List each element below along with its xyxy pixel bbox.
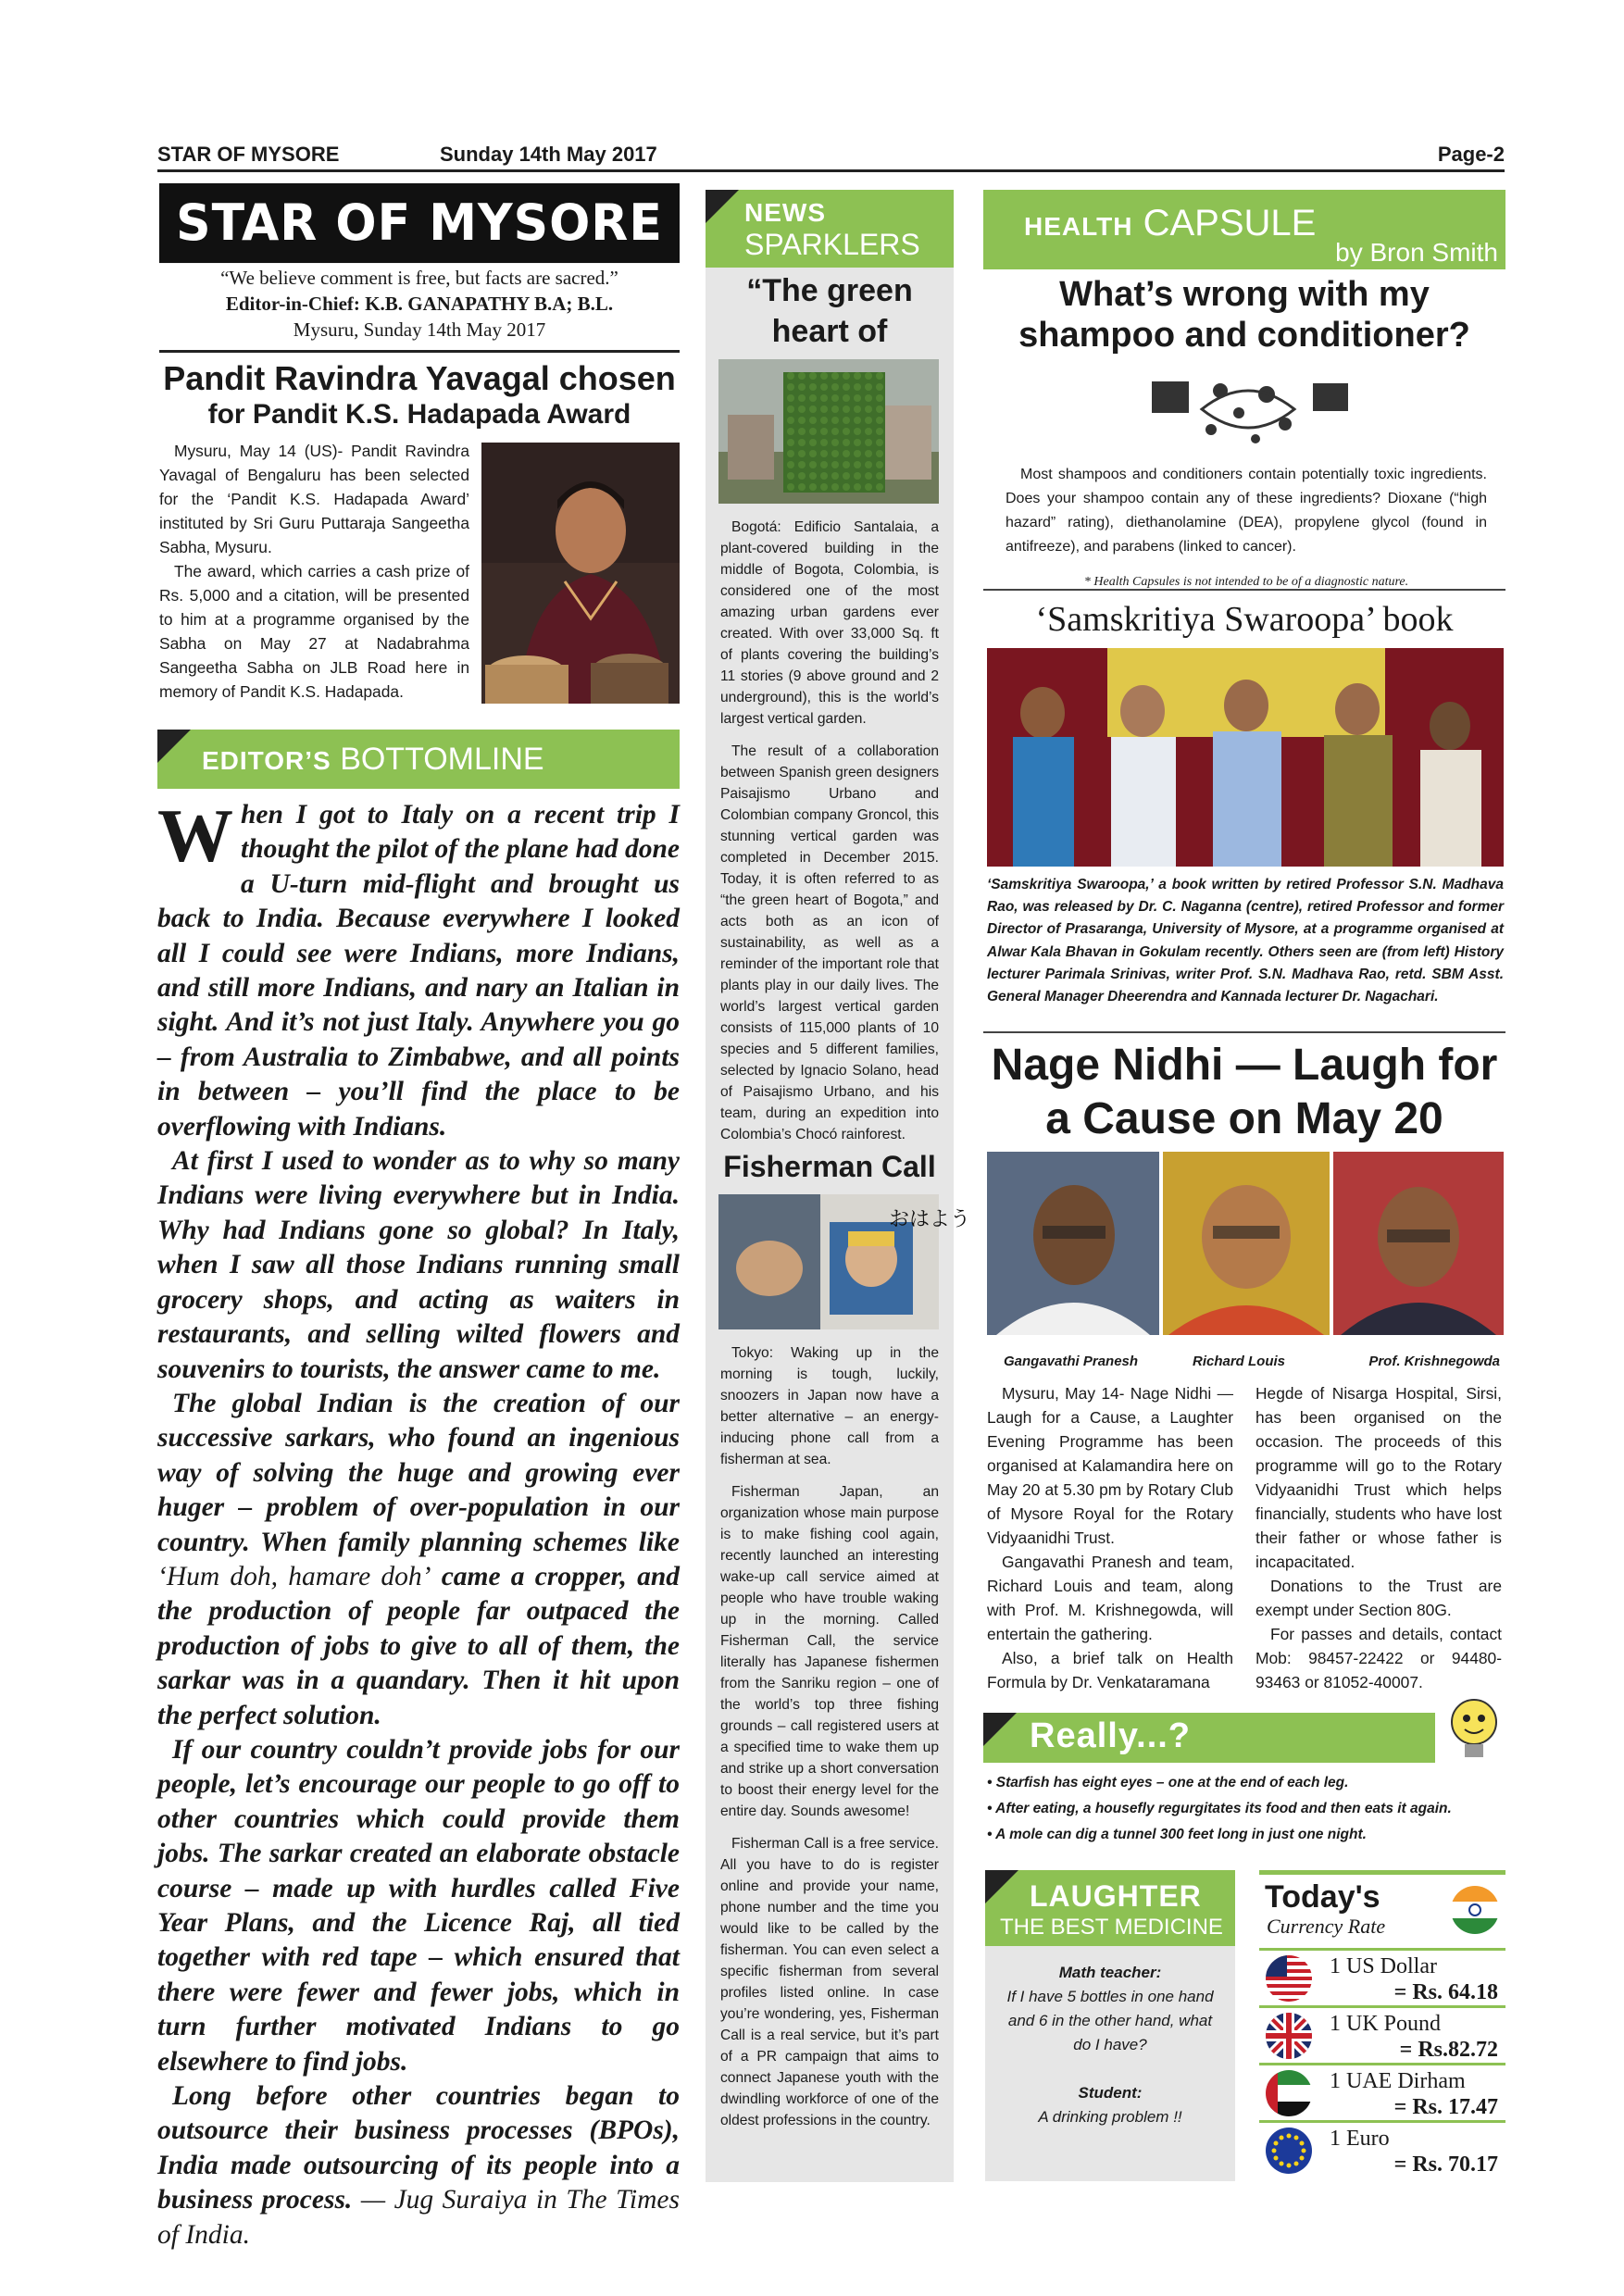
health-body <box>1006 463 1487 594</box>
award-article-headline <box>159 359 680 431</box>
page-header <box>157 139 1505 172</box>
photo-name: Gangavathi Pranesh <box>1004 1354 1139 1369</box>
bottomline-para: The global Indian is the creation of our successive sarkars, who found an ingenious way of solving the huge and growing ever huger – problem of over-population in our country. When family planning schemes like <box>157 1388 680 1557</box>
currency-name: 1 UK Pound <box>1330 2012 1442 2036</box>
currency-name: 1 Euro <box>1330 2127 1390 2151</box>
nage-nidhi-col-1 <box>987 1381 1233 1694</box>
nage-para: Also, a brief talk on Health Formula by Dr. Venkataramana <box>987 1649 1233 1691</box>
fact-text: Starfish has eight eyes – one at the end of each leg. <box>995 1775 1349 1791</box>
bottomline-para: At first I used to wonder as to why so many Indians were living everywhere but in India. Why had Indians gone so global? In Italy, when I saw all those Indians running small grocery shops, and acting as waiters in restaurants, and selling wilted flowers and souvenirs to tourists, the answer came to me. <box>157 1146 680 1384</box>
bottomline-label-bold: EDITOR’S <box>202 746 331 775</box>
krishnegowda-photo <box>1333 1152 1504 1335</box>
joke-speaker: Math teacher: <box>1058 1964 1162 1981</box>
pranesh-photo <box>987 1152 1159 1335</box>
bottomline-para: hen I got to Italy on a recent trip I thought the pilot of the plane had done a U-turn mid-flight and brought us back to India. Because everywhere I looked all I could see were Indians, more Indians, and still more Indians, and nary an Italian in sight. And it’s not just Italy. Anywhere you go – from Australia to Zimbabwe, and all points in between – you’ll find the place to be overflowing with Indians. <box>157 800 680 1142</box>
award-article-body <box>159 439 469 704</box>
currency-row <box>1259 2063 1505 2120</box>
bogota-building-photo <box>718 359 939 504</box>
news-sparklers-header <box>706 190 954 268</box>
fact-item: • After eating, a housefly regurgitates its food and then eats it again. <box>987 1801 1452 1816</box>
fisherman-para: Fisherman Call is a free service. All you have to do is register online and provide your name, phone number and the time you would like to be called by the fisherman. You can even select a specific fisherman from several profiles listed online. In case you’re wondering, yes, Fisherman Call is a real service, but it’s part of a PR campaign that aims to connect Japanese youth with the dwindling workforce of one of the oldest professions in the country. <box>720 1836 939 2128</box>
photo-japanese-text: おはよう <box>889 1208 971 1231</box>
currency-title: Today's <box>1265 1879 1380 1915</box>
really-label: Really...? <box>1030 1716 1192 1755</box>
masthead-dateline: Mysuru, Sunday 14th May 2017 <box>293 318 546 341</box>
india-flag-icon <box>1450 1885 1500 1935</box>
nage-nidhi-headline <box>983 1039 1505 1146</box>
currency-row <box>1259 2005 1505 2063</box>
uk-flag-icon <box>1265 2012 1313 2060</box>
editors-bottomline-body <box>157 793 681 2252</box>
currency-name: 1 UAE Dirham <box>1330 2069 1466 2093</box>
nage-para: Gangavathi Pranesh and team, Richard Louis and team, along with Prof. M. Krishnegowda, will entertain the gathering. <box>987 1553 1233 1643</box>
eu-flag-icon <box>1265 2127 1313 2175</box>
bogota-article <box>720 517 939 1145</box>
nage-para: Donations to the Trust are exempt under Section 80G. <box>1255 1577 1502 1619</box>
joke-line: If I have 5 bottles in one hand and 6 in the other hand, what do I have? <box>1006 1988 1214 2053</box>
health-label-light: CAPSULE <box>1143 203 1317 243</box>
health-headline-1: What’s wrong with my <box>1059 275 1430 314</box>
book-headline: ‘Samskritiya Swaroopa’ book <box>1035 600 1454 639</box>
shampoo-bottle-illustration <box>1146 372 1354 455</box>
bogota-para: Bogotá: Edificio Santalaia, a plant-covered building in the middle of Bogota, Colombia, is considered one of the most amazing urban gardens ever created. With over 33,000 Sq. ft of plants covering the building’s 11 stories (9 above ground and 2 underground), this is the world’s largest vertical garden. <box>720 519 939 727</box>
lightbulb-icon <box>1444 1694 1504 1768</box>
award-para: Mysuru, May 14 (US)- Pandit Ravindra Yavagal of Bengaluru has been selected for the ‘Pandit K.S. Hadapada Award’ instituted by Sri Guru Puttaraja Sangeetha Sabha, Mysuru. <box>159 442 469 556</box>
uae-flag-icon <box>1265 2069 1313 2117</box>
section-corner-marker <box>706 190 739 223</box>
award-headline-1: Pandit Ravindra Yavagal chosen <box>163 359 676 397</box>
fact-text: A mole can dig a tunnel 300 feet long in just one night. <box>995 1827 1367 1842</box>
currency-value: = Rs.82.72 <box>1399 2038 1498 2062</box>
book-release-photo <box>987 648 1504 867</box>
section-corner-marker <box>983 1713 1017 1746</box>
drop-cap: W <box>157 793 233 878</box>
health-headline <box>983 274 1505 356</box>
bottomline-para: If our country couldn’t provide jobs for our people, let’s encourage our people to go off to other countries which could provide them jobs. The sarkar created an elaborate obstacle course – made up with hurdles called Five Year Plans, and the Licence Raj, all tied together with red tape – which ensured that there were fewer and fewer jobs, which in turn further motivated Indians to go elsewhere to find jobs. <box>157 1734 680 2077</box>
masthead-motto: “We believe comment is free, but facts are sacred.” <box>220 267 618 289</box>
fisherman-headline: Fisherman Call <box>723 1150 936 1183</box>
fisherman-article <box>720 1342 939 2131</box>
paper-name: STAR OF MYSORE <box>157 143 340 166</box>
editors-bottomline-header <box>157 730 680 789</box>
fisherman-para: Fisherman Japan, an organization whose main purpose is to make fishing cool again, recently launched an interesting wake-up call service aimed at people who have trouble waking up in the morning. Called Fisherman Call, the service literally has Japanese fishermen from the Sanriku region – one of the world’s top three fishing grounds – call registered users at a specified time to wake them up and strike up a short conversation to boost their energy level for the entire day. Sounds awesome! <box>720 1484 939 1819</box>
fisherman-call-photo <box>718 1194 971 1329</box>
laughter-label-2: THE BEST MEDICINE <box>1000 1915 1223 1940</box>
richard-louis-photo <box>1163 1152 1330 1335</box>
nage-nidhi-col-2 <box>1255 1381 1502 1694</box>
slogan-quote: ‘Hum doh, hamare doh’ <box>157 1561 431 1591</box>
bottomline-label-light: BOTTOMLINE <box>340 742 544 777</box>
health-para: Most shampoos and conditioners contain potentially toxic ingredients. Does your shampoo contain any of these ingredients? Dioxane (“high hazard” rating), diethanolamine (DEA), propylene glycol (found in antifreeze), and parabens (linked to cancer). <box>1006 467 1487 555</box>
usa-flag-icon <box>1265 1954 1313 2003</box>
divider <box>159 350 680 353</box>
divider <box>983 1031 1505 1033</box>
currency-value: = Rs. 17.47 <box>1393 2095 1498 2119</box>
nage-headline-1: Nage Nidhi — Laugh for <box>991 1041 1498 1090</box>
bottomline-para: Long before other countries began to outsource their business processes (BPOs), India made outsourcing of its people into a business process. <box>157 2081 680 2215</box>
fisherman-para: Tokyo: Waking up in the morning is tough, luckily, snoozers in Japan now have a better alternative – an energy-inducing phone call from a fisherman at sea. <box>720 1345 939 1467</box>
photo-name: Prof. Krishnegowda <box>1368 1354 1500 1369</box>
health-capsule-header <box>983 190 1505 269</box>
really-header <box>983 1713 1435 1763</box>
nage-para: For passes and details, contact Mob: 98457-22422 or 94480-93463 or 81052-40007. <box>1255 1625 1502 1691</box>
currency-value: = Rs. 64.18 <box>1393 1980 1498 2004</box>
nage-para: Mysuru, May 14- Nage Nidhi — Laugh for a Cause, a Laughter Evening Programme has been organised at Kalamandira here on May 20 at 5.30 pm by Rotary Club of Mysore Royal for the Rotary Vidyaanidhi Trust. <box>987 1384 1233 1547</box>
bogota-headline: “The green heart of <box>746 273 913 349</box>
fact-item: • Starfish has eight eyes – one at the end of each leg. <box>987 1775 1349 1791</box>
issue-date: Sunday 14th May 2017 <box>440 143 657 166</box>
fact-text: After eating, a housefly regurgitates its food and then eats it again. <box>995 1801 1452 1816</box>
laughter-joke <box>985 1961 1235 2129</box>
book-caption: ‘Samskritiya Swaroopa,’ a book written by retired Professor S.N. Madhava Rao, was released by Dr. C. Naganna (centre), retired Professor and former Director of Prasaranga, University of Mysore, at a programme organised at Alwar Kala Bhavan in Gokulam recently. Others seen are (from left) History lecturer Parimala Srinivas, writer Prof. S.N. Madhava Rao, retd. SBM Asst. General Manager Dheerendra and Kannada lecturer Dr. Nagachari. <box>987 877 1504 1005</box>
joke-line: A drinking problem !! <box>1038 2108 1182 2126</box>
sparklers-label-2: SPARKLERS <box>744 228 920 261</box>
bogota-para: The result of a collaboration between Spanish green designers Paisajismo Urbano and Colombian company Groncol, this stunning vertical garden was completed in December 2015. Today, it is often referred to as “the green heart of Bogota,” and acts both as an icon of sustainability, as well as a reminder of the important role that plants play in our daily lives. The world’s largest vertical garden consists of 115,000 plants of 10 species and 5 different families, selected by Ignacio Solano, head of Paisajismo Urbano, and his team, during an expedition into Colombia’s Chocó rainforest. <box>720 743 939 1142</box>
photo-name: Richard Louis <box>1193 1354 1286 1369</box>
health-byline: by Bron Smith <box>1335 238 1498 267</box>
divider <box>983 589 1505 591</box>
portrait-names <box>987 1354 1504 1374</box>
really-facts <box>987 1770 1505 1848</box>
joke-speaker: Student: <box>1078 2084 1143 2102</box>
currency-list <box>1259 1948 1505 2177</box>
health-disclaimer: * Health Capsules is not intended to be of a diagnostic nature. <box>1083 575 1409 589</box>
award-headline-2: for Pandit K.S. Hadapada Award <box>207 399 631 430</box>
laughter-label-1: LAUGHTER <box>1030 1879 1202 1913</box>
sparklers-label-1: NEWS <box>744 198 826 227</box>
masthead-info <box>159 265 680 343</box>
page-number: Page-2 <box>1437 143 1505 166</box>
bottomline-para: came a cropper, and the production of people far outpaced the production of jobs to give to all of them, the sarkar was in a quandary. Then it hit upon the perfect solution. <box>157 1561 680 1730</box>
section-corner-marker <box>157 730 191 763</box>
bottomline-credit: — Jug Suraiya in The Times of India. <box>157 2185 681 2250</box>
currency-row <box>1259 1948 1505 2005</box>
fact-item: • A mole can dig a tunnel 300 feet long in just one night. <box>987 1827 1367 1842</box>
laughter-header <box>985 1870 1235 1946</box>
health-label-bold: HEALTH <box>1024 212 1133 241</box>
masthead-logo: STAR OF MYSORE <box>159 183 680 263</box>
currency-value: = Rs. 70.17 <box>1393 2152 1498 2177</box>
section-corner-marker <box>985 1870 1018 1903</box>
nage-para: Hegde of Nisarga Hospital, Sirsi, has been organised on the occasion. The proceeds of this programme will go to the Rotary Vidyaanidhi Trust which helps financially, students who have lost their father or whose father is incapacitated. <box>1255 1384 1502 1571</box>
health-headline-2: shampoo and conditioner? <box>1018 316 1470 355</box>
ravindra-yavagal-photo <box>481 443 680 704</box>
currency-box <box>1259 1870 1505 1875</box>
award-para: The award, which carries a cash prize of Rs. 5,000 and a citation, will be presented to him at a programme organised by the Sabha on May 27 at Nadabrahma Sangeetha Sabha on JLB Road here in memory of Pandit K.S. Hadapada. <box>159 562 469 701</box>
currency-subtitle: Currency Rate <box>1267 1915 1386 1938</box>
masthead-editor: Editor-in-Chief: K.B. GANAPATHY B.A; B.L. <box>225 293 614 315</box>
nage-headline-2: a Cause on May 20 <box>1045 1094 1443 1143</box>
currency-row <box>1259 2120 1505 2177</box>
currency-name: 1 US Dollar <box>1330 1954 1437 1978</box>
